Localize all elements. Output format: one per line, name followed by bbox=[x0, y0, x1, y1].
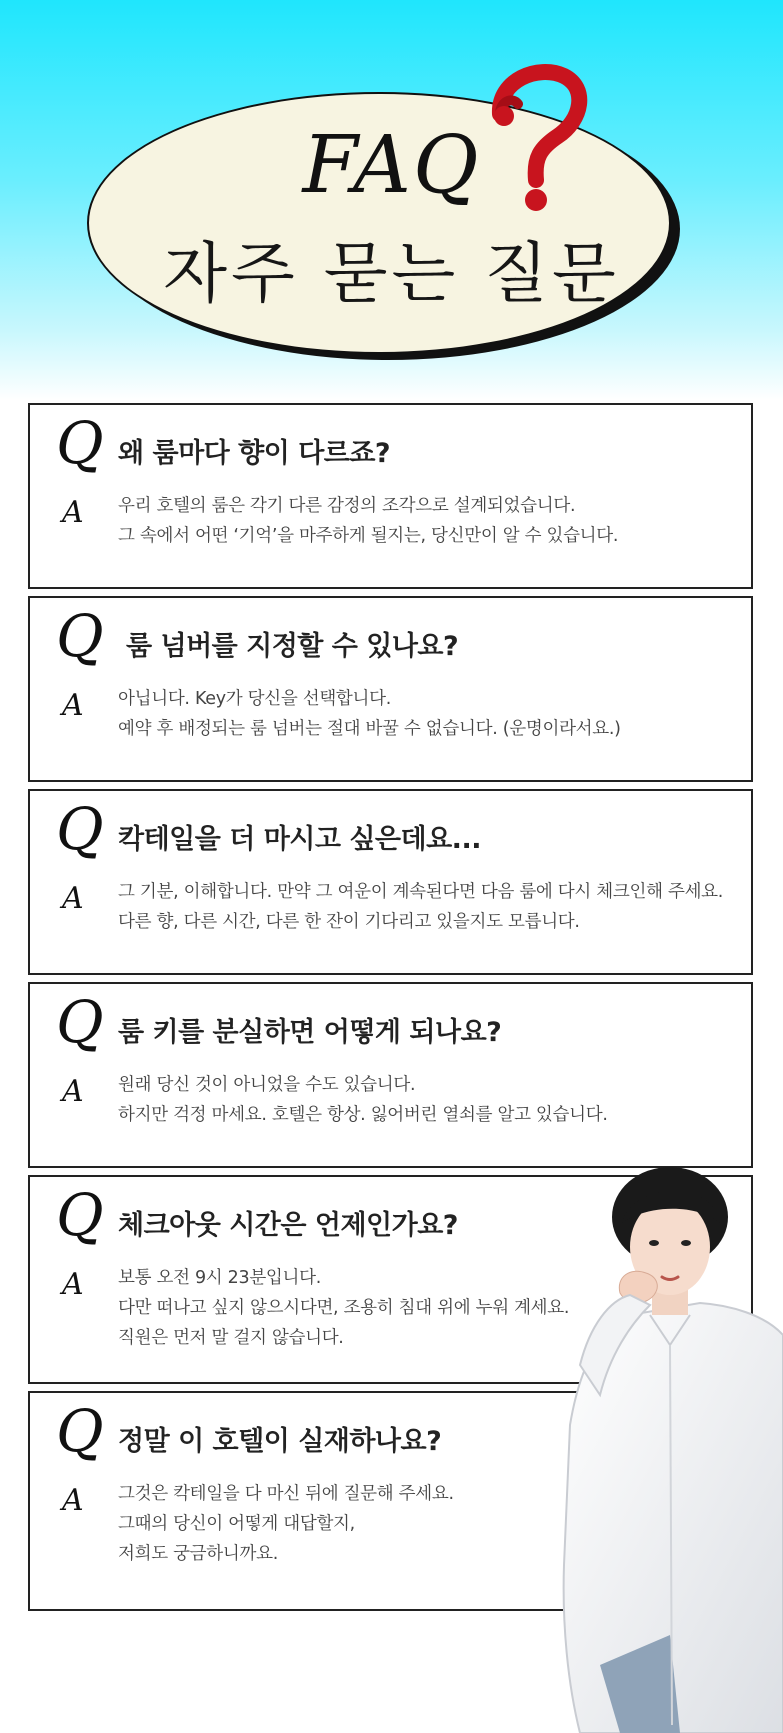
faq-answer bbox=[118, 877, 723, 937]
q-letter-icon: Q bbox=[56, 409, 104, 477]
q-letter-icon: Q bbox=[56, 1181, 104, 1249]
answer-line: 직원은 먼저 말 걸지 않습니다. bbox=[118, 1328, 344, 1348]
answer-line: 저희도 궁금하니까요. bbox=[118, 1544, 278, 1564]
faq-question: 룸 키를 분실하면 어떻게 되나요? bbox=[118, 1017, 502, 1048]
faq-answer bbox=[118, 491, 618, 551]
faq-question: 룸 넘버를 지정할 수 있나요? bbox=[126, 631, 459, 662]
faq-hero bbox=[0, 0, 783, 380]
faq-card bbox=[28, 982, 753, 1168]
answer-line: 그 기분, 이해합니다. 만약 그 여운이 계속된다면 다음 룸에 다시 체크인해 주세요. bbox=[118, 882, 724, 902]
faq-question: 왜 룸마다 향이 다르죠? bbox=[118, 438, 391, 469]
a-letter-icon: A bbox=[62, 1483, 84, 1518]
faq-question: 정말 이 호텔이 실재하나요? bbox=[118, 1426, 442, 1457]
answer-line: 그 속에서 어떤 ‘기억’을 마주하게 될지는, 당신만이 알 수 있습니다. bbox=[118, 526, 619, 546]
answer-line: 다른 향, 다른 시간, 다른 한 잔이 기다리고 있을지도 모릅니다. bbox=[118, 912, 580, 932]
answer-line: 아닙니다. Key가 당신을 선택합니다. bbox=[118, 689, 392, 709]
answer-line: 원래 당신 것이 아니었을 수도 있습니다. bbox=[118, 1075, 416, 1095]
answer-line: 다만 떠나고 싶지 않으시다면, 조용히 침대 위에 누워 계세요. bbox=[118, 1298, 570, 1318]
faq-script-title: FAQ bbox=[302, 118, 481, 211]
page-title: 자주 묻는 질문 bbox=[163, 235, 620, 312]
q-letter-icon: Q bbox=[56, 1397, 104, 1465]
q-letter-icon: Q bbox=[56, 795, 104, 863]
faq-question: 칵테일을 더 마시고 싶은데요... bbox=[118, 824, 481, 855]
faq-answer bbox=[118, 684, 621, 744]
faq-answer bbox=[118, 1070, 608, 1130]
a-letter-icon: A bbox=[62, 688, 84, 723]
answer-line: 그때의 당신이 어떻게 대답할지, bbox=[118, 1514, 355, 1534]
answer-line: 보통 오전 9시 23분입니다. bbox=[118, 1268, 321, 1288]
faq-answer bbox=[118, 1479, 454, 1569]
a-letter-icon: A bbox=[62, 495, 84, 530]
faq-card bbox=[28, 403, 753, 589]
faq-card bbox=[28, 596, 753, 782]
model-person-image bbox=[560, 1165, 783, 1733]
faq-card bbox=[28, 789, 753, 975]
a-letter-icon: A bbox=[62, 1074, 84, 1109]
q-letter-icon: Q bbox=[56, 602, 104, 670]
answer-line: 그것은 칵테일을 다 마신 뒤에 질문해 주세요. bbox=[118, 1484, 454, 1504]
faq-answer bbox=[118, 1263, 569, 1353]
q-letter-icon: Q bbox=[56, 988, 104, 1056]
answer-line: 예약 후 배정되는 룸 넘버는 절대 바꿀 수 없습니다. (운명이라서요.) bbox=[118, 719, 621, 739]
faq-question: 체크아웃 시간은 언제인가요? bbox=[118, 1210, 458, 1241]
a-letter-icon: A bbox=[62, 881, 84, 916]
answer-line: 우리 호텔의 룸은 각기 다른 감정의 조각으로 설계되었습니다. bbox=[118, 496, 576, 516]
answer-line: 하지만 걱정 마세요. 호텔은 항상. 잃어버린 열쇠를 알고 있습니다. bbox=[118, 1105, 608, 1125]
a-letter-icon: A bbox=[62, 1267, 84, 1302]
question-mark-icon bbox=[478, 62, 588, 212]
